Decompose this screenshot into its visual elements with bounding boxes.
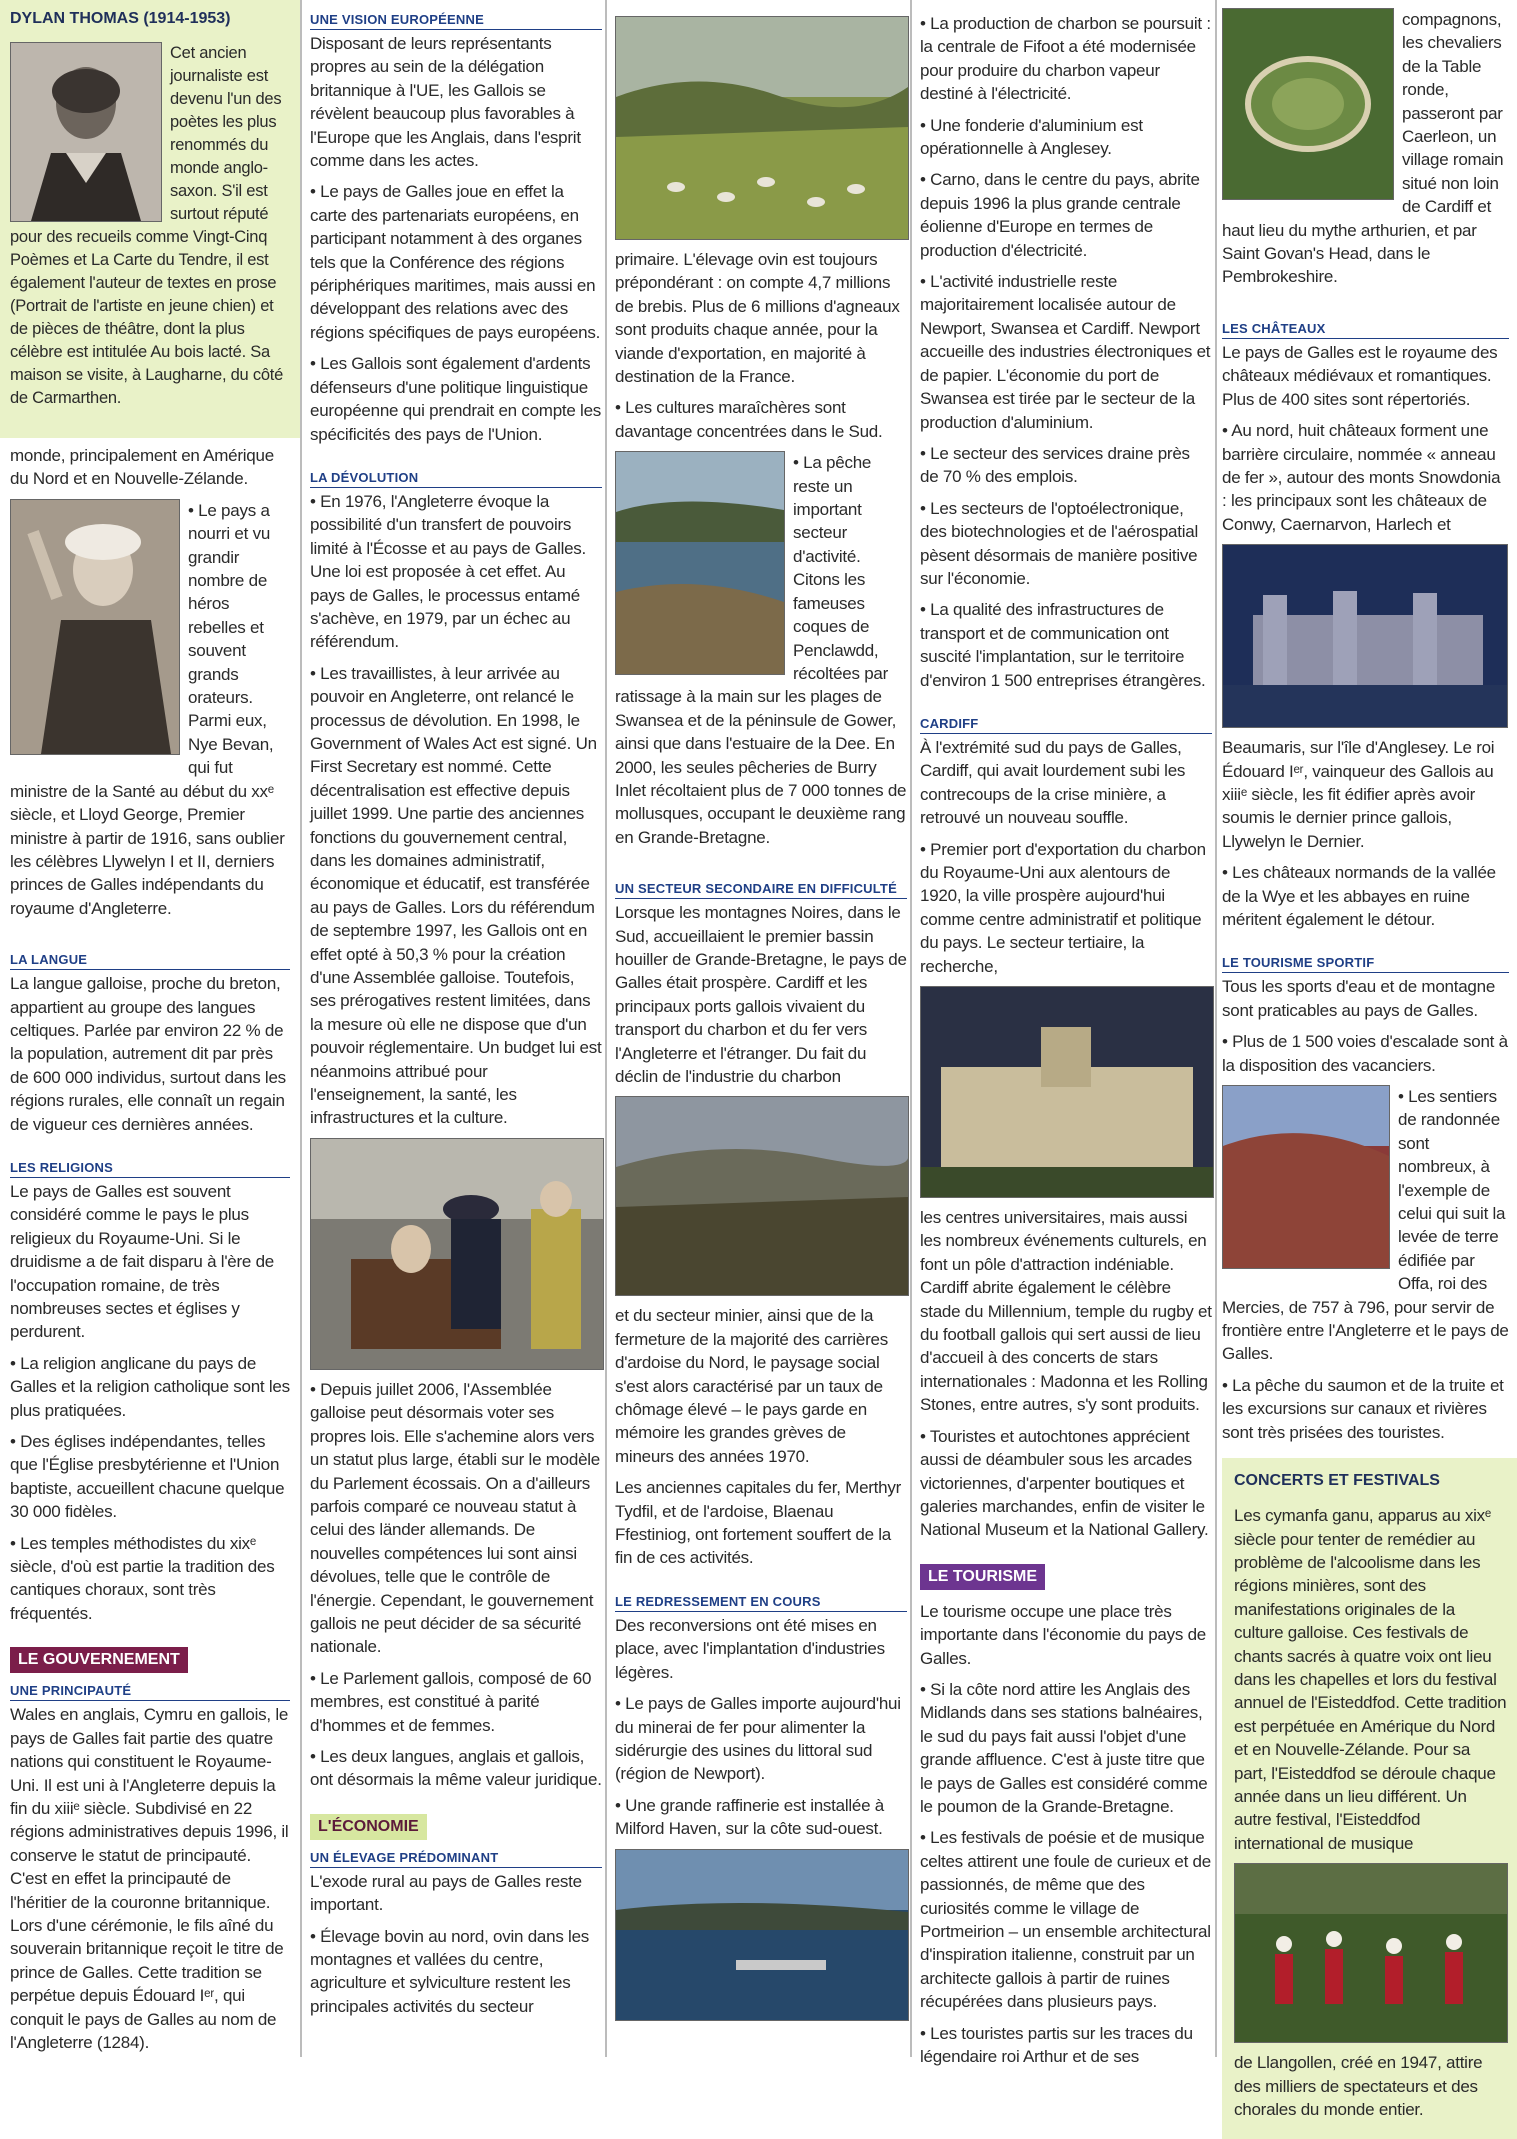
text-tourisme-2: • Si la côte nord attire les Anglais des Midlands dans ses stations balnéaires, le sud du pays fait aussi l'objet d'une grande affluence. C'est à juste titre que le pays de Galles est considéré comme le poumon de la Grande-Bretagne. — [920, 1679, 1208, 1816]
text-cardiff-4: • Touristes et autochtones apprécient aussi de déambuler sous les arcades victoriennes, d'arpenter boutiques et galeries marchandes, enfin de visiter le National Museum et la National Gallery. — [920, 1426, 1209, 1540]
cardiff-building-photo — [920, 986, 1214, 1198]
llangollen-photo — [1234, 1863, 1508, 2043]
text-religions-2: • La religion anglicane du pays de Galles et la religion catholique sont les plus pratiquées. — [10, 1353, 290, 1420]
assembly-signing-photo — [310, 1138, 604, 1370]
conwy-castle-photo — [1222, 544, 1508, 728]
text-sport-2: • Plus de 1 500 voies d'escalade sont à la disposition des vacanciers. — [1222, 1032, 1508, 1075]
text-arthur: compagnons, les chevaliers de la Table ronde, passeront par Caerleon, un village romain situé non loin de Cardiff et haut lieu du mythe arthurien, et par Saint Govan's Head, dans le Pembrokeshire. — [1222, 10, 1504, 287]
text-chateaux-2: • Au nord, huit châteaux forment une barrière circulaire, nommée « anneau de fer », autour des monts Snowdonia : les principaux sont les châteaux de Conwy, Caernarvon, Harlech et — [1222, 421, 1501, 534]
text-cardiff-1: À l'extrémité sud du pays de Galles, Cardiff, qui avait lourdement subi les contrecoups de la crise minière, a retrouvé un nouveau souffle. — [920, 737, 1186, 828]
text-chateaux-4: • Les châteaux normands de la vallée de la Wye et les abbayes en ruine méritent également le détour. — [1222, 863, 1496, 929]
dylan-thomas-box — [0, 0, 300, 438]
text-charbon-4: • L'activité industrielle reste majoritairement localisée autour de Newport, Swansea et Cardiff. Newport accueille des industries électroniques et de papier. L'économie du port de Swansea est tirée par le secteur de la production d'aluminium. — [920, 272, 1211, 432]
text-devolution-4: • Le Parlement gallois, composé de 60 membres, est constitué à parité d'hommes et de femmes. — [310, 1668, 592, 1735]
text-vision-3: • Les Gallois sont également d'ardents défenseurs d'une politique linguistique européenne qui prendrait en compte les spécificités des pays de l'Union. — [310, 354, 602, 444]
text-elevage-2: • Élevage bovin au nord, ovin dans les montagnes et vallées du centre, agriculture et sylviculture restent les principales activités du secteur — [310, 1926, 590, 2016]
heading-chateaux: LES CHÂTEAUX — [1222, 321, 1509, 339]
text-tourisme-4: • Les touristes partis sur les traces du légendaire roi Arthur et de ses — [920, 2023, 1193, 2067]
text-monde: monde, principalement en Amérique du Nord et en Nouvelle-Zélande. — [10, 446, 274, 489]
heading-principaute: UNE PRINCIPAUTÉ — [10, 1683, 290, 1701]
column-5 — [1222, 0, 1517, 2119]
dylan-thomas-title: DYLAN THOMAS (1914-1953) — [10, 10, 231, 27]
column-1 — [0, 0, 300, 2057]
column-rule — [300, 0, 302, 2057]
text-redressement-2: • Le pays de Galles importe aujourd'hui du minerai de fer pour alimenter la sidérurgie des usines du littoral sud (région de Newport). — [615, 1694, 901, 1784]
text-charbon-7: • La qualité des infrastructures de transport et de communication ont suscité l'implantation, sur le territoire d'environ 1 500 entreprises étrangères. — [920, 600, 1206, 690]
text-sport-3: • Les sentiers de randonnée sont nombreux, à l'exemple de celui qui suit la levée de terre édifiée par Offa, roi des Mercies, de 757 à 796, pour servir de frontière entre l'Angleterre et le pays de Galles. — [1222, 1087, 1509, 1364]
text-sport-1: Tous les sports d'eau et de montagne sont praticables au pays de Galles. — [1222, 977, 1496, 1020]
text-devolution-1: • En 1976, l'Angleterre évoque la possibilité d'un transfert de pouvoirs limité à l'Écosse et au pays de Galles. Une loi est proposée à cet effet. Au pays de Galles, le processus entamé s'achève, en 1979, par un échec au référendum. — [310, 491, 587, 652]
text-principaute: Wales en anglais, Cymru en gallois, le pays de Galles fait partie des quatre nations qui constituent le Royaume-Uni. Il est uni à l'Angleterre depuis la fin du xiiiᵉ siècle. Subdivisé en 22 régions administratives depuis 1996, il conserve le statut de principauté. C'est en effet la principauté de l'héritier de la couronne britannique. Lors d'une cérémonie, le fils aîné du souverain britannique reçoit le titre de prince de Galles. Cette tradition se perpétue depuis Édouard Iᵉʳ, qui conquit le pays de Galles au nom de l'Angleterre (1284). — [10, 1705, 289, 2052]
column-rule — [605, 0, 607, 2057]
column-rule — [910, 0, 912, 2057]
text-charbon-3: • Carno, dans le centre du pays, abrite depuis 1996 la plus grande centrale éolienne d'Europe en termes de production d'électricité. — [920, 170, 1200, 260]
heading-redressement: LE REDRESSEMENT EN COURS — [615, 1594, 907, 1612]
text-charbon-2: • Une fonderie d'aluminium est opérationnelle à Anglesey. — [920, 115, 1143, 159]
heading-religions: LES RELIGIONS — [10, 1160, 290, 1178]
heading-secondaire: UN SECTEUR SECONDAIRE EN DIFFICULTÉ — [615, 881, 907, 899]
text-charbon-1: • La production de charbon se poursuit : la centrale de Fifoot a été modernisée pour produire du charbon vapeur destiné à l'électricité. — [920, 14, 1211, 104]
heading-langue: LA LANGUE — [10, 952, 290, 970]
mining-landscape-photo — [615, 1096, 909, 1296]
text-tourisme-3: • Les festivals de poésie et de musique celtes attirent une foule de curieux et de passionnés, de même que des curiosités comme le village de Portmeirion – un ensemble architectural d'inspiration italienne, construit par un architecte gallois à partir de ruines récupérées dans plusieurs pays. — [920, 1828, 1211, 2012]
heading-sport: LE TOURISME SPORTIF — [1222, 955, 1509, 973]
caerleon-photo — [1222, 8, 1394, 200]
column-2 — [310, 0, 602, 2057]
text-cultures: • Les cultures maraîchères sont davantage concentrées dans le Sud. — [615, 398, 883, 441]
text-langue: La langue galloise, proche du breton, appartient au groupe des langues celtiques. Parlée par environ 22 % de la population, autrement dit par près de 600 000 individus, surtout dans les régions rurales, elle connaît un regain de vigueur ces dernières années. — [10, 974, 286, 1134]
dylan-thomas-photo — [10, 42, 162, 222]
estuary-photo — [615, 451, 785, 675]
column-4 — [920, 0, 1212, 2067]
text-tourisme-1: Le tourisme occupe une place très importante dans l'économie du pays de Galles. — [920, 1601, 1207, 1668]
column-3 — [615, 0, 907, 2057]
text-religions-3: • Des églises indépendantes, telles que l'Église presbytérienne et l'Union baptiste, accueillent chacune quelque 30 000 fidèles. — [10, 1432, 285, 1522]
section-gouvernement: LE GOUVERNEMENT — [10, 1647, 188, 1673]
text-charbon-5: • Le secteur des services draine près de 70 % des emplois. — [920, 443, 1190, 487]
column-rule — [1215, 0, 1217, 2057]
lloyd-george-photo — [10, 499, 180, 755]
festivals-box — [1222, 1458, 1517, 2139]
text-cardiff-3: les centres universitaires, mais aussi les nombreux événements culturels, en font un pôle d'attraction indéniable. Cardiff abrite également le célèbre stade du Millennium, temple du rugby et du football gallois qui sert aussi de lieu d'accueil à des concerts de stars internationales : Madonna et les Rolling Stones, entre autres, s'y sont produits. — [920, 1208, 1212, 1415]
text-primaire: primaire. L'élevage ovin est toujours prépondérant : on compte 4,7 millions de brebis. Plus de 6 millions d'agneaux sont produits chaque année, pour la viande d'exportation, en majorité à destination de la France. — [615, 250, 900, 387]
text-religions-4: • Les temples méthodistes du xixᵉ siècle, d'où est partie la tradition des cantiques choraux, sont très fréquentés. — [10, 1533, 275, 1623]
text-elevage-1: L'exode rural au pays de Galles reste important. — [310, 1871, 582, 1915]
festivals-text-1: Les cymanfa ganu, apparus au xixᵉ siècle pour tenter de remédier au problème de l'alcoolisme dans les régions minières, sont des manifestations originales de la culture galloise. Ces festivals de chants sacrés à quatre voix ont lieu dans les chapelles et lors du festival annuel de l'Eisteddfod. Cette tradition est perpétuée en Amérique du Nord et en Nouvelle-Zélande. Pour sa part, l'Eisteddfod se déroule chaque année dans un lieu différent. Un autre festival, l'Eisteddfod international de musique — [1234, 1506, 1507, 1853]
heading-vision: UNE VISION EUROPÉENNE — [310, 12, 602, 30]
sheep-pasture-photo — [615, 16, 909, 240]
text-secondaire-1: Lorsque les montagnes Noires, dans le Sud, accueillaient le premier bassin houiller de Grande-Bretagne, le pays de Galles était prospère. Cardiff et les principaux ports gallois vivaient du transport du charbon et du fer vers l'Angleterre et l'étranger. Du fait du déclin de l'industrie du charbon — [615, 903, 907, 1086]
text-chateaux-1: Le pays de Galles est le royaume des châteaux médiévaux et romantiques. Plus de 400 sites sont répertoriés. — [1222, 342, 1498, 409]
text-redressement-1: Des reconversions ont été mises en place, avec l'implantation d'industries légères. — [615, 1615, 885, 1682]
section-economie: L'ÉCONOMIE — [310, 1814, 427, 1840]
text-secondaire-3: Les anciennes capitales du fer, Merthyr Tydfil, et de l'ardoise, Blaenau Ffestiniog, ont fortement souffert de la fin de ces activités. — [615, 1478, 902, 1568]
text-vision-1: Disposant de leurs représentants propres au sein de la délégation britannique à l'UE, les Gallois se révèlent beaucoup plus favorables à l'Europe que les Anglais, dans l'esprit comme dans les actes. — [310, 34, 581, 171]
text-sport-4: • La pêche du saumon et de la truite et les excursions sur canaux et rivières sont très prisées des touristes. — [1222, 1375, 1504, 1442]
text-devolution-3: • Depuis juillet 2006, l'Assemblée galloise peut désormais voter ses propres lois. Elle s'achemine alors vers un statut plus large, établi sur le modèle du Parlement écossais. On a d'ailleurs parfois comparé ce nouveau statut à celui des länder allemands. De nouvelles compétences lui sont ainsi dévolues, telle que le contrôle de l'énergie. Cependant, le gouvernement gallois ne peut décider de sa sécurité nationale. — [310, 1379, 601, 1657]
text-chateaux-3: Beaumaris, sur l'île d'Anglesey. Le roi Édouard Iᵉʳ, vainqueur des Gallois au xiiiᵉ siècle, les fit édifier après avoir soumis le dernier prince gallois, Llywelyn le Dernier. — [1222, 738, 1495, 851]
text-charbon-6: • Les secteurs de l'optoélectronique, des biotechnologies et de l'aérospatial pèsent désormais de manière positive sur l'économie. — [920, 498, 1198, 588]
dylan-thomas-text: Cet ancien journaliste est devenu l'un des poètes les plus renommés du monde anglo-saxon. S'il est surtout réputé pour des recueils comme Vingt-Cinq Poèmes et La Carte du Tendre, il est également l'auteur de textes en prose (Portrait de l'artiste en jeune chien) et de pièces de théâtre, dont la plus célèbre est intitulée Au bois lacté. Sa maison se visite, à Laugharne, du côté de Carmarthen. — [10, 44, 284, 407]
text-peche: • La pêche reste un important secteur d'activité. Citons les fameuses coques de Penclawdd, récoltées par ratissage à la main sur les plages de Swansea et de la péninsule de Gower, ainsi que dans l'estuaire de la Dee. En 2000, les seules pêcheries de Burry Inlet récoltaient plus de 7 000 tonnes de mollusques, occupant le deuxième rang en Grande-Bretagne. — [615, 453, 907, 847]
text-devolution-2: • Les travaillistes, à leur arrivée au pouvoir en Angleterre, ont relancé le processus de dévolution. En 1998, le Government of Wales Act est signé. Un First Secretary est nommé. Cette décentralisation est effective depuis juillet 1999. Une partie des anciennes fonctions du gouvernement central, dans les domaines administratif, économique et éducatif, est transférée au pays de Galles. Lors du référendum de septembre 1997, les Gallois ont en effet opté à 50,3 % pour la création d'une Assemblée galloise. Toutefois, ses prérogatives restent limitées, dans la mesure où elle ne dispose que d'un pouvoir réglementaire. Un budget lui est néanmoins attribué pour l'enseignement, la santé, les infrastructures et la culture. — [310, 663, 602, 1128]
festivals-title: CONCERTS ET FESTIVALS — [1234, 1472, 1440, 1490]
text-secondaire-2: et du secteur minier, ainsi que de la fermeture de la majorité des carrières d'ardoise du Nord, le paysage social s'est alors caractérisé par un taux de chômage élevé – le pays garde en mémoire les grandes grèves de mineurs des années 1970. — [615, 1306, 889, 1466]
section-tourisme: LE TOURISME — [920, 1564, 1045, 1590]
text-religions-1: Le pays de Galles est souvent considéré comme le pays le plus religieux du Royaume-Uni. Si le druidisme a de fait disparu à l'ère de l'occupation romaine, de très nombreuses sectes et églises y perdurent. — [10, 1181, 275, 1342]
heading-cardiff: CARDIFF — [920, 716, 1212, 734]
text-devolution-5: • Les deux langues, anglais et gallois, ont désormais la même valeur juridique. — [310, 1746, 602, 1790]
festivals-text-2: de Llangollen, créé en 1947, attire des milliers de spectateurs et des chorales du monde entier. — [1234, 2053, 1483, 2119]
text-heros: • Le pays a nourri et vu grandir nombre de héros rebelles et souvent grands orateurs. Parmi eux, Nye Bevan, qui fut ministre de la Santé au début du xxᵉ siècle, et Lloyd George, Premier ministre à partir de 1916, sans oublier les célèbres Llywelyn I et II, derniers princes de Galles indépendants du royaume d'Angleterre. — [10, 500, 285, 918]
offas-dyke-photo — [1222, 1085, 1390, 1269]
heading-devolution: LA DÉVOLUTION — [310, 470, 602, 488]
text-vision-2: • Le pays de Galles joue en effet la carte des partenariats européens, en participant notamment à des organes tels que la Conférence des régions périphériques maritimes, mais aussi en développant des relations avec des régions spécifiques de pays européens. — [310, 182, 601, 342]
milford-haven-photo — [615, 1849, 909, 2021]
heading-elevage: UN ÉLEVAGE PRÉDOMINANT — [310, 1850, 602, 1868]
text-cardiff-2: • Premier port d'exportation du charbon du Royaume-Uni aux alentours de 1920, la ville prospère aujourd'hui comme centre administratif et politique du pays. Le secteur tertiaire, la recherche, — [920, 839, 1206, 976]
text-redressement-3: • Une grande raffinerie est installée à Milford Haven, sur la côte sud-ouest. — [615, 1795, 884, 1839]
